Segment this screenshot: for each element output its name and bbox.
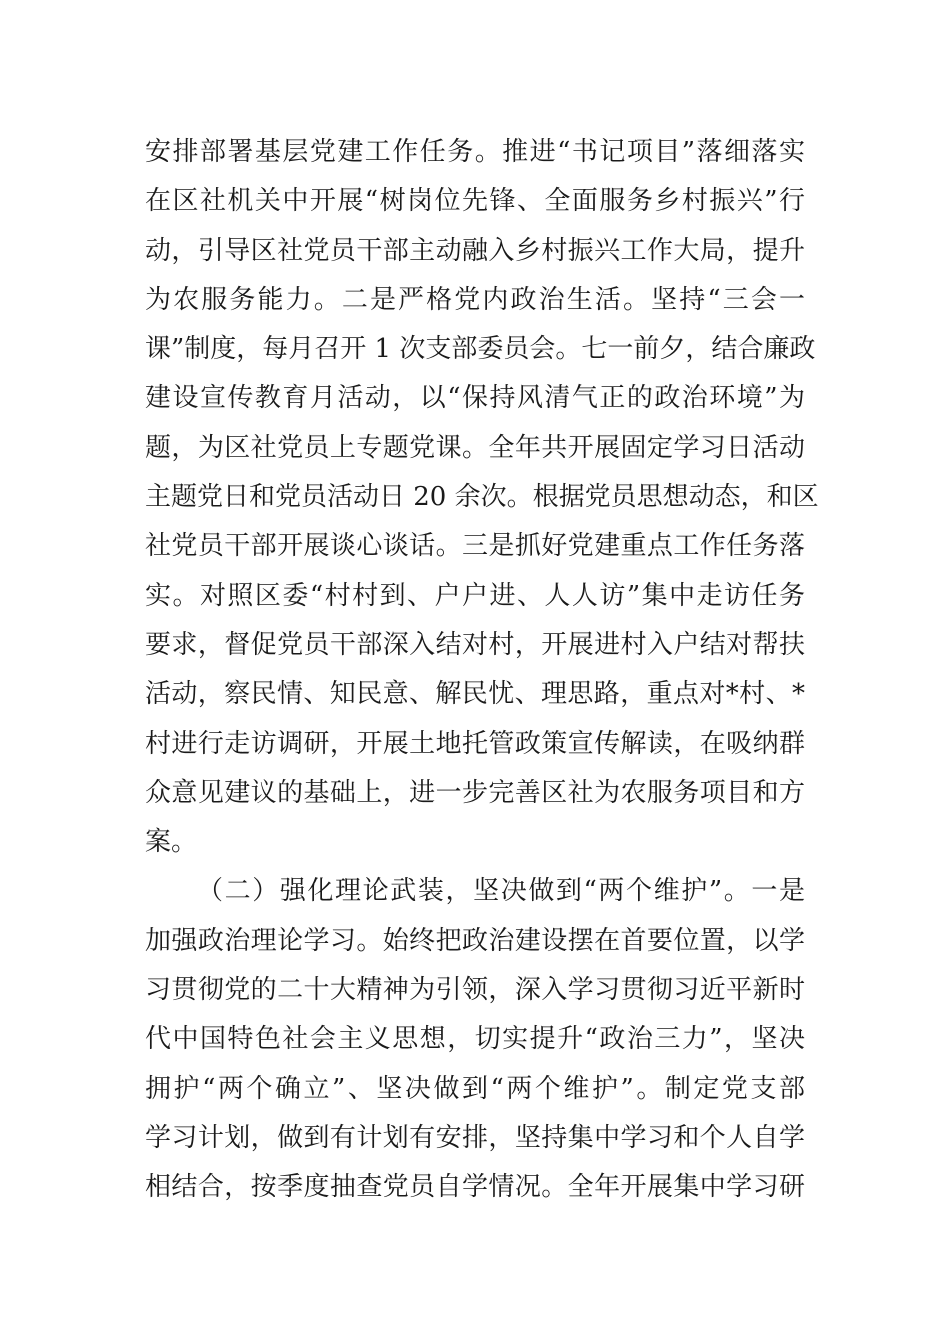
text-line: 在区社机关中开展“树岗位先锋、全面服务乡村振兴”行 <box>145 186 805 217</box>
text-line: 案。 <box>145 827 198 858</box>
section-heading-line: （二）强化理论武装，坚决做到“两个维护”。一是 <box>197 876 805 907</box>
text-line: 课”制度，每月召开 1 次支部委员会。七一前夕，结合廉政 <box>145 334 816 365</box>
text-line: 相结合，按季度抽查党员自学情况。全年开展集中学习研 <box>145 1172 805 1203</box>
text-line: 学习计划，做到有计划有安排，坚持集中学习和个人自学 <box>145 1122 805 1153</box>
text-line: 安排部署基层党建工作任务。推进“书记项目”落细落实 <box>145 137 805 167</box>
text-line: 建设宣传教育月活动，以“保持风清气正的政治环境”为 <box>145 383 805 414</box>
body-text <box>145 128 819 1213</box>
text-line: 活动，察民情、知民意、解民忧、理思路，重点对*村、* <box>145 679 805 710</box>
text-line: 村进行走访调研，开展土地托管政策宣传解读，在吸纳群 <box>145 728 805 759</box>
text-line: 加强政治理论学习。始终把政治建设摆在首要位置，以学 <box>145 925 805 956</box>
text-line: 主题党日和党员活动日 20 余次。根据党员思想动态，和区 <box>145 482 819 513</box>
text-line: 众意见建议的基础上，进一步完善区社为农服务项目和方 <box>145 777 805 808</box>
text-line: 为农服务能力。二是严格党内政治生活。坚持“三会一 <box>145 284 805 315</box>
text-line: 要求，督促党员干部深入结对村，开展进村入户结对帮扶 <box>145 629 805 660</box>
text-line: 习贯彻党的二十大精神为引领，深入学习贯彻习近平新时 <box>145 975 805 1006</box>
text-line: 题，为区社党员上专题党课。全年共开展固定学习日活动 <box>145 432 805 463</box>
text-line: 拥护“两个确立”、坚决做到“两个维护”。制定党支部 <box>145 1073 805 1104</box>
text-line: 社党员干部开展谈心谈话。三是抓好党建重点工作任务落 <box>145 531 805 562</box>
text-line: 代中国特色社会主义思想，切实提升“政治三力”，坚决 <box>145 1024 805 1055</box>
text-line: 动，引导区社党员干部主动融入乡村振兴工作大局，提升 <box>145 235 805 266</box>
text-line: 实。对照区委“村村到、户户进、人人访”集中走访任务 <box>145 580 805 611</box>
